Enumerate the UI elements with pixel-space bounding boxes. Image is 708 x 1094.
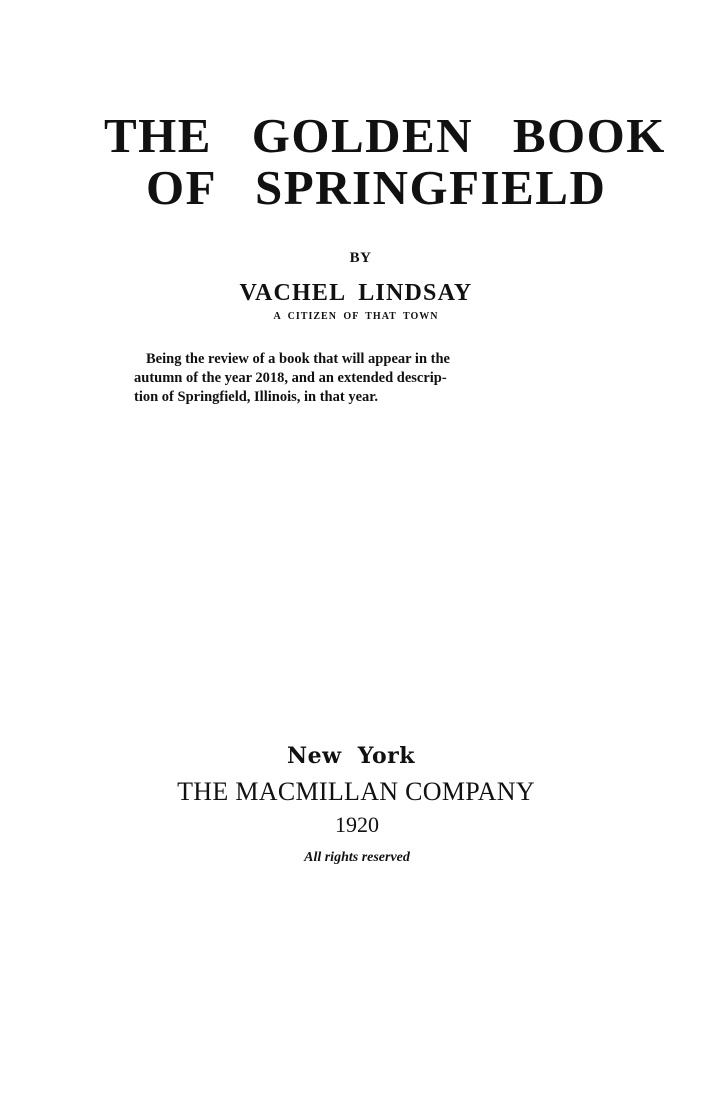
description [134, 350, 554, 407]
publication-year: 1920 [335, 812, 379, 837]
description-line: autumn of the year 2018, and an extended descrip- [134, 370, 447, 386]
book-title-line-1: THE GOLDEN BOOK [104, 108, 666, 163]
publication-place: New York [286, 743, 415, 769]
description-line: Being the review of a book that will appear in the [146, 351, 450, 367]
author-note: A CITIZEN OF THAT TOWN [273, 311, 439, 322]
author-name: VACHEL LINDSAY [239, 280, 473, 306]
book-title-line-2: OF SPRINGFIELD [146, 160, 607, 215]
description-line: tion of Springfield, Illinois, in that year. [134, 389, 378, 405]
rights-notice: All rights reserved [304, 850, 410, 865]
by-label: BY [349, 250, 372, 266]
publisher-name: THE MACMILLAN COMPANY [177, 777, 535, 806]
